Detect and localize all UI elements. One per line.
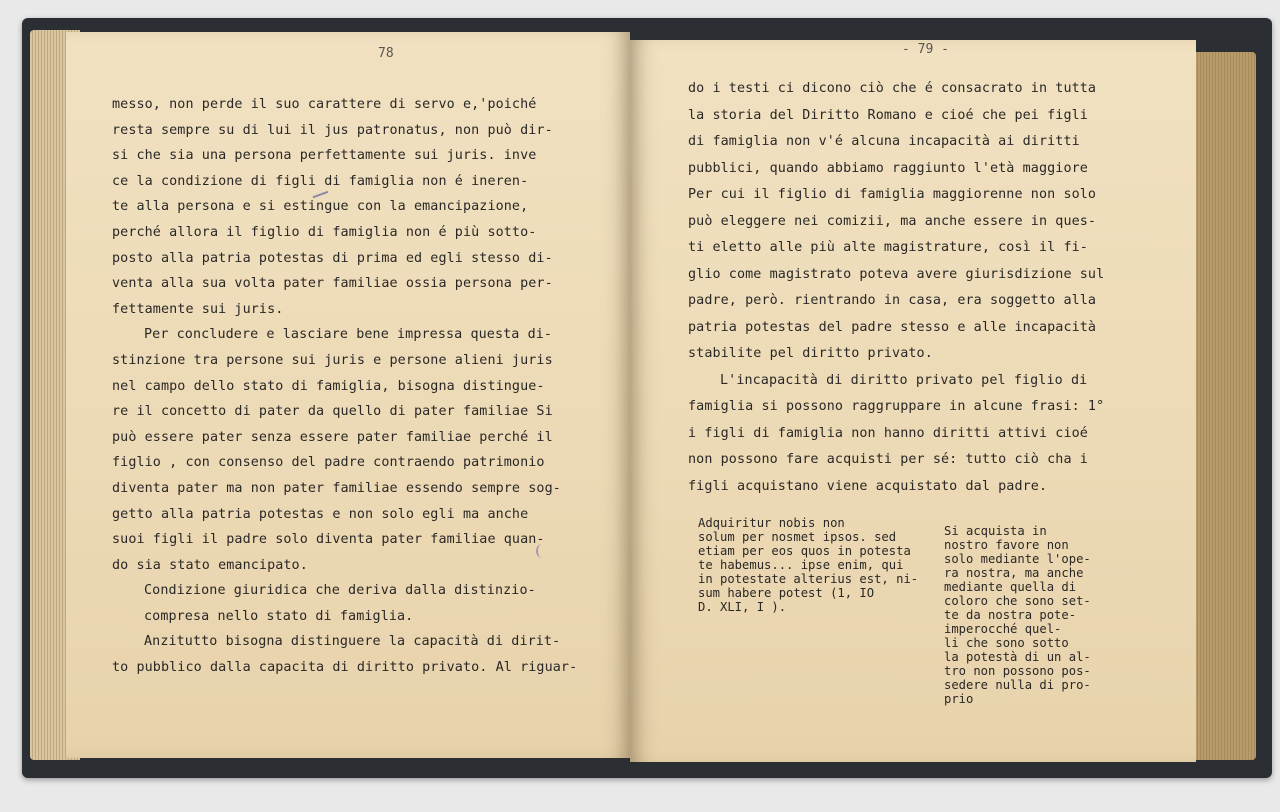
quote-line: D. XLI, I ). xyxy=(698,600,787,614)
right-page-text xyxy=(688,76,1188,500)
text-line: perché allora il figlio di famiglia non é più sotto- xyxy=(112,224,537,240)
translation-line: solo mediante l'ope- xyxy=(944,552,1091,566)
text-line: Anzitutto bisogna distinguere la capacità di dirit- xyxy=(144,634,561,650)
quote-line: sum habere potest (1, IO xyxy=(698,586,875,600)
translation-line: prio xyxy=(944,692,974,706)
text-line: nel campo dello stato di famiglia, bisogna distingue- xyxy=(112,378,545,394)
text-line: diventa pater ma non pater familiae essendo sempre sog- xyxy=(112,480,561,496)
right-page-number: - 79 - xyxy=(902,42,949,57)
text-line: pubblici, quando abbiamo raggiunto l'età maggiore xyxy=(688,160,1088,176)
translation-line: la potestà di un al- xyxy=(944,650,1091,664)
left-page-text xyxy=(112,92,622,681)
right-page-edges xyxy=(1192,52,1256,760)
quote-line: etiam per eos quos in potesta xyxy=(698,544,911,558)
text-line: non possono fare acquisti per sé: tutto ciò cha i xyxy=(688,452,1088,467)
quote-line: Adquiritur nobis non xyxy=(698,516,845,530)
quote-line: te habemus... ipse enim, qui xyxy=(698,558,904,572)
right-page xyxy=(630,40,1196,762)
text-line: to pubblico dalla capacita di diritto privato. Al riguar- xyxy=(112,660,578,676)
text-line: stinzione tra persone sui juris e persone alieni juris xyxy=(112,352,553,368)
text-line: famiglia si possono raggruppare in alcune frasi: 1° xyxy=(688,399,1105,414)
latin-quote xyxy=(698,516,958,614)
translation-line: sedere nulla di pro- xyxy=(944,678,1091,692)
translation-line: ra nostra, ma anche xyxy=(944,566,1084,580)
text-line: Per cui il figlio di famiglia maggiorenne non solo xyxy=(688,187,1097,202)
translation-line: tro non possono pos- xyxy=(944,664,1091,678)
text-line: glio come magistrato poteva avere giurisdizione sul xyxy=(688,266,1105,282)
left-page xyxy=(66,32,630,758)
text-line: posto alla patria potestas di prima ed egli stesso di- xyxy=(112,250,553,266)
text-line: messo, non perde il suo carattere di servo e,'poiché xyxy=(112,97,537,112)
text-line: stabilite pel diritto privato. xyxy=(688,346,933,361)
text-line: figlio , con consenso del padre contraendo patrimonio xyxy=(112,455,545,471)
text-line: fettamente sui juris. xyxy=(112,301,284,317)
translation-line: mediante quella di xyxy=(944,580,1077,594)
left-page-number: 78 xyxy=(378,46,394,61)
ink-mark xyxy=(536,544,548,558)
translation-line: Si acquista in xyxy=(944,524,1047,538)
text-line: L'incapacità di diritto privato pel figlio di xyxy=(720,372,1088,388)
italian-translation xyxy=(944,524,1144,706)
text-line: ce la condizione di figli di famiglia non é ineren- xyxy=(112,173,529,189)
text-line: Per concludere e lasciare bene impressa questa di- xyxy=(144,327,553,343)
text-line: può eleggere nei comizii, ma anche essere in ques- xyxy=(688,213,1097,229)
text-line: può essere pater senza essere pater familiae perché il xyxy=(112,429,553,445)
text-line: padre, però. rientrando in casa, era soggetto alla xyxy=(688,293,1097,308)
translation-line: te da nostra pote- xyxy=(944,608,1077,622)
text-line: re il concetto di pater da quello di pater familiae Si xyxy=(112,404,553,420)
translation-line: coloro che sono set- xyxy=(944,594,1091,608)
text-line: te alla persona e si estingue con la emancipazione, xyxy=(112,199,529,215)
text-line: patria potestas del padre stesso e alle incapacità xyxy=(688,319,1097,335)
text-line: do i testi ci dicono ciò che é consacrato in tutta xyxy=(688,81,1097,96)
text-line: figli acquistano viene acquistato dal padre. xyxy=(688,478,1048,494)
text-line: di famiglia non v'é alcuna incapacità ai diritti xyxy=(688,134,1080,149)
text-line: si che sia una persona perfettamente sui juris. inve xyxy=(112,148,537,164)
quote-line: in potestate alterius est, ni- xyxy=(698,572,919,586)
text-line: i figli di famiglia non hanno diritti attivi cioé xyxy=(688,425,1088,441)
text-line: la storia del Diritto Romano e cioé che pei figli xyxy=(688,107,1088,123)
text-line: venta alla sua volta pater familiae ossia persona per- xyxy=(112,276,553,292)
translation-line: nostro favore non xyxy=(944,538,1069,552)
text-line: resta sempre su di lui il jus patronatus, non può dir- xyxy=(112,122,553,138)
section-heading: compresa nello stato di famiglia. xyxy=(144,608,414,624)
translation-line: imperocché quel- xyxy=(944,622,1062,636)
text-line: getto alla patria potestas e non solo egli ma anche xyxy=(112,506,529,522)
quote-line: solum per nosmet ipsos. sed xyxy=(698,530,897,544)
translation-line: li che sono sotto xyxy=(944,636,1069,650)
section-heading: Condizione giuridica che deriva dalla distinzio- xyxy=(144,583,536,599)
text-line: ti eletto alle più alte magistrature, così il fi- xyxy=(688,240,1088,255)
text-line: do sia stato emancipato. xyxy=(112,557,308,573)
text-line: suoi figli il padre solo diventa pater familiae quan- xyxy=(112,532,545,548)
